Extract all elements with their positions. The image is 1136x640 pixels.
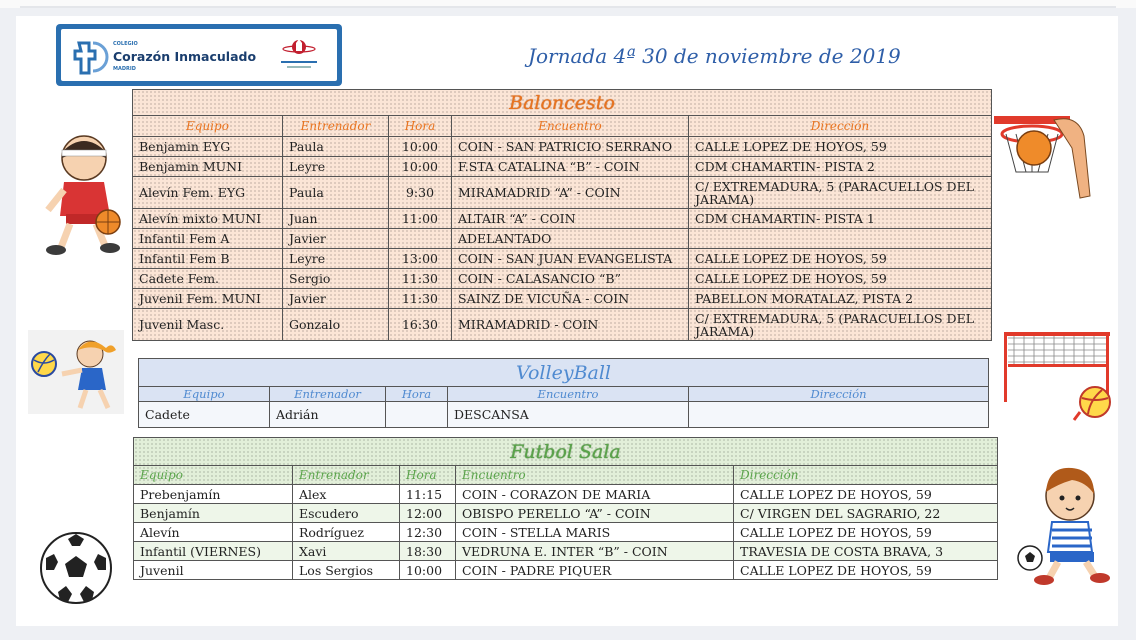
- table-row: [133, 229, 992, 249]
- table-row: [133, 157, 992, 177]
- futbol-sala-table: [133, 437, 998, 580]
- cell-encuentro: COIN - STELLA MARIS: [456, 523, 734, 542]
- cell-equipo: Infantil Fem A: [133, 229, 283, 249]
- cell-equipo: Juvenil Masc.: [133, 309, 283, 341]
- cell-direccion-line2: JARAMA): [695, 323, 755, 339]
- cell-entrenador: Paula: [283, 137, 389, 157]
- volleyball-player-illustration: [28, 330, 124, 414]
- cell-equipo: Infantil (VIERNES): [134, 542, 293, 561]
- cell-encuentro: ALTAIR “A” - COIN: [452, 209, 689, 229]
- cell-direccion: CALLE LOPEZ DE HOYOS, 59: [734, 485, 998, 504]
- cell-encuentro: SAINZ DE VICUÑA - COIN: [452, 289, 689, 309]
- cell-equipo: Prebenjamín: [134, 485, 293, 504]
- col-hora: Hora: [386, 387, 448, 402]
- logo-colegio: COLEGIO: [113, 41, 138, 47]
- cell-entrenador: Escudero: [293, 504, 400, 523]
- cell-equipo: Benjamin MUNI: [133, 157, 283, 177]
- volleyball-net-illustration: [1000, 328, 1112, 422]
- cell-direccion: C/ VIRGEN DEL SAGRARIO, 22: [734, 504, 998, 523]
- cell-entrenador: Juan: [283, 209, 389, 229]
- cell-hora: 10:00: [400, 561, 456, 580]
- cell-equipo: Alevín: [134, 523, 293, 542]
- basketball-player-illustration: [30, 128, 124, 258]
- col-hora: Hora: [400, 466, 456, 485]
- table-row: [134, 504, 998, 523]
- cell-entrenador: Sergio: [283, 269, 389, 289]
- volleyball-title: VolleyBall: [139, 359, 989, 387]
- table-row: [134, 542, 998, 561]
- cell-encuentro: MIRAMADRID “A” - COIN: [452, 177, 689, 209]
- basketball-hoop-illustration: [994, 112, 1096, 204]
- col-encuentro: Encuentro: [448, 387, 689, 402]
- soccer-ball-illustration: [38, 530, 114, 606]
- cell-equipo: Cadete Fem.: [133, 269, 283, 289]
- cell-encuentro: MIRAMADRID - COIN: [452, 309, 689, 341]
- cell-direccion: CALLE LOPEZ DE HOYOS, 59: [689, 249, 992, 269]
- cell-encuentro: OBISPO PERELLO “A” - COIN: [456, 504, 734, 523]
- col-entrenador: Entrenador: [270, 387, 386, 402]
- emblem-icon: [275, 35, 323, 77]
- cell-encuentro: COIN - CORAZON DE MARIA: [456, 485, 734, 504]
- cell-hora: [389, 229, 452, 249]
- table-row: [133, 289, 992, 309]
- cell-entrenador: Leyre: [283, 157, 389, 177]
- cell-direccion-line1: C/ EXTREMADURA, 5 (PARACUELLOS DEL: [695, 178, 975, 194]
- col-entrenador: Entrenador: [293, 466, 400, 485]
- cell-entrenador: Adrián: [270, 402, 386, 428]
- cell-hora: 13:00: [389, 249, 452, 269]
- cell-hora: 11:00: [389, 209, 452, 229]
- cell-encuentro: COIN - PADRE PIQUER: [456, 561, 734, 580]
- cell-entrenador: Paula: [283, 177, 389, 209]
- table-row: [133, 309, 992, 341]
- cell-hora: 18:30: [400, 542, 456, 561]
- col-equipo: Equipo: [139, 387, 270, 402]
- cell-equipo: Alevín Fem. EYG: [133, 177, 283, 209]
- top-divider: [20, 6, 1116, 8]
- cell-direccion: [689, 309, 992, 341]
- cell-encuentro: DESCANSA: [448, 402, 689, 428]
- cell-direccion: [689, 177, 992, 209]
- cell-direccion-line2: JARAMA): [695, 191, 755, 207]
- col-equipo: Equipo: [134, 466, 293, 485]
- col-hora: Hora: [389, 116, 452, 137]
- cell-encuentro: COIN - SAN PATRICIO SERRANO: [452, 137, 689, 157]
- cell-hora: [386, 402, 448, 428]
- cell-entrenador: Javier: [283, 289, 389, 309]
- cell-direccion: CALLE LOPEZ DE HOYOS, 59: [689, 137, 992, 157]
- cell-hora: 16:30: [389, 309, 452, 341]
- futbol-sala-title: Futbol Sala: [134, 438, 998, 466]
- cell-direccion: CALLE LOPEZ DE HOYOS, 59: [734, 561, 998, 580]
- table-row: [133, 177, 992, 209]
- table-row: [134, 561, 998, 580]
- cell-equipo: Juvenil Fem. MUNI: [133, 289, 283, 309]
- col-encuentro: Encuentro: [452, 116, 689, 137]
- col-direccion: Dirección: [689, 387, 989, 402]
- cell-entrenador: Leyre: [283, 249, 389, 269]
- table-row: [133, 249, 992, 269]
- logo-city: MADRID: [113, 66, 136, 72]
- cell-direccion-line1: C/ EXTREMADURA, 5 (PARACUELLOS DEL: [695, 310, 975, 326]
- cell-encuentro: F.STA CATALINA “B” - COIN: [452, 157, 689, 177]
- cell-entrenador: Rodríguez: [293, 523, 400, 542]
- cell-encuentro: ADELANTADO: [452, 229, 689, 249]
- cell-encuentro: VEDRUNA E. INTER “B” - COIN: [456, 542, 734, 561]
- cell-encuentro: COIN - CALASANCIO “B”: [452, 269, 689, 289]
- cell-equipo: Cadete: [139, 402, 270, 428]
- cell-encuentro: COIN - SAN JUAN EVANGELISTA: [452, 249, 689, 269]
- cell-direccion: PABELLON MORATALAZ, PISTA 2: [689, 289, 992, 309]
- cell-entrenador: Alex: [293, 485, 400, 504]
- school-logo: [56, 24, 342, 86]
- cell-hora: 11:30: [389, 269, 452, 289]
- cell-hora: 10:00: [389, 157, 452, 177]
- cell-equipo: Juvenil: [134, 561, 293, 580]
- cell-equipo: Benjamín: [134, 504, 293, 523]
- cell-direccion: TRAVESIA DE COSTA BRAVA, 3: [734, 542, 998, 561]
- table-row: [139, 402, 989, 428]
- baloncesto-title: Baloncesto: [133, 90, 992, 116]
- cell-hora: 11:15: [400, 485, 456, 504]
- col-equipo: Equipo: [133, 116, 283, 137]
- cell-direccion: CDM CHAMARTIN- PISTA 1: [689, 209, 992, 229]
- cell-equipo: Alevín mixto MUNI: [133, 209, 283, 229]
- cell-hora: 11:30: [389, 289, 452, 309]
- cell-hora: 10:00: [389, 137, 452, 157]
- cell-equipo: Infantil Fem B: [133, 249, 283, 269]
- cell-hora: 12:30: [400, 523, 456, 542]
- table-row: [133, 137, 992, 157]
- cell-entrenador: Gonzalo: [283, 309, 389, 341]
- cell-entrenador: Los Sergios: [293, 561, 400, 580]
- col-direccion: Dirección: [689, 116, 992, 137]
- table-row: [133, 269, 992, 289]
- cell-hora: 9:30: [389, 177, 452, 209]
- cell-direccion: [689, 402, 989, 428]
- baloncesto-table: [132, 89, 992, 341]
- cell-hora: 12:00: [400, 504, 456, 523]
- logo-school-name: Corazón Inmaculado: [113, 49, 257, 64]
- col-encuentro: Encuentro: [456, 466, 734, 485]
- soccer-player-illustration: [1016, 466, 1116, 588]
- cell-entrenador: Xavi: [293, 542, 400, 561]
- table-row: [133, 209, 992, 229]
- page-title: Jornada 4ª 30 de noviembre de 2019: [528, 44, 901, 68]
- col-direccion: Dirección: [734, 466, 998, 485]
- cross-logo-icon: [71, 37, 109, 75]
- cell-entrenador: Javier: [283, 229, 389, 249]
- cell-direccion: [689, 229, 992, 249]
- cell-direccion: CALLE LOPEZ DE HOYOS, 59: [689, 269, 992, 289]
- cell-equipo: Benjamin EYG: [133, 137, 283, 157]
- cell-direccion: CALLE LOPEZ DE HOYOS, 59: [734, 523, 998, 542]
- table-row: [134, 523, 998, 542]
- table-row: [134, 485, 998, 504]
- cell-direccion: CDM CHAMARTIN- PISTA 2: [689, 157, 992, 177]
- col-entrenador: Entrenador: [283, 116, 389, 137]
- volleyball-table: [138, 358, 989, 428]
